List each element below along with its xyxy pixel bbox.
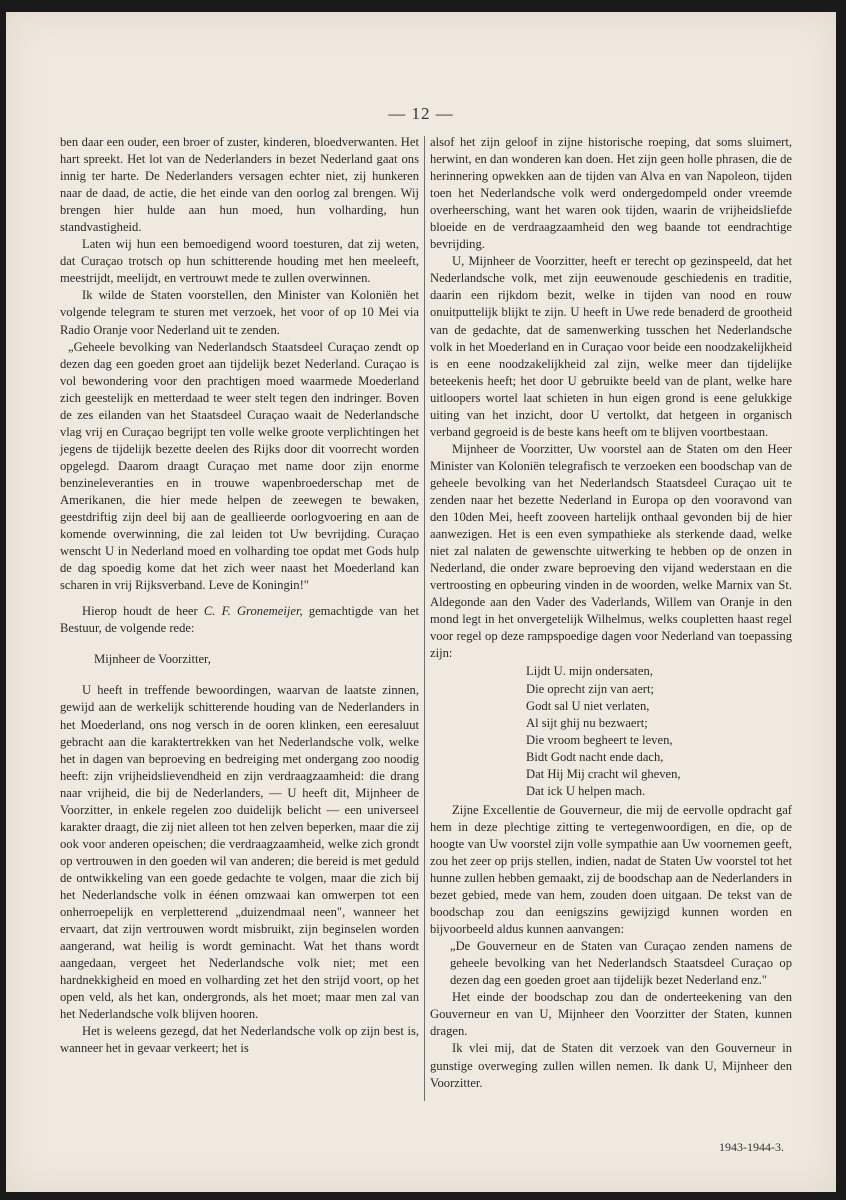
speaker-name: C. F. Gronemeijer,: [203, 604, 303, 619]
document-page: [6, 12, 836, 1192]
poem-line: Godt sal U niet verlaten,: [526, 698, 650, 713]
paragraph: ben daar een ouder, een broer of zuster, kinderen, bloedverwanten. Het hart spreekt. Het lot van de Nederlanders in bezet Nederland gaat ons innig ter harte. De Nederlanders versagen echter niet, zij hunkeren naar de daad, de actie, die het einde van den oorlog zal brengen. Wij brengen hier hulde aan hun moed, hun volharding, hun standvastigheid.: [60, 135, 419, 235]
paragraph: alsof het zijn geloof in zijne historische roeping, dat soms sluimert, herwint, en dan wonderen kan doen. Het zijn geen holle phrasen, die de herinnering opwekken aan de tijden van Alva en van Napoleon, tijden toen het Nederlandsche volk werd ondergedompeld onder vreemde overheersching, want het waren ook tijden, waarin de vrijheidsliefde bloeide en de verdraagzaamheid den weg baande tot eendrachtige bevrijding.: [430, 135, 792, 252]
poem-line: Lijdt U. mijn ondersaten,: [526, 664, 653, 679]
right-column: [430, 134, 792, 1092]
intro-text: Hierop houdt de heer: [82, 604, 204, 619]
poem-line: Die oprecht zijn van aert;: [526, 681, 654, 696]
paragraph: Laten wij hun een bemoedigend woord toesturen, dat zij weten, dat Curaçao trotsch op hun schitterende houding met hen meeleeft, meestrijdt, meelijdt, en vertrouwt mede te zullen overwinnen.: [60, 237, 419, 286]
message-quote: „De Gouverneur en de Staten van Curaçao zenden namens de geheele bevolking van het Nederlandsch Staatsdeel Curaçao op dezen dag een goeden groet aan tijdelijk bezet Nederland enz.": [450, 939, 792, 988]
paragraph: [60, 603, 419, 637]
intro-text-end: gemachtigde van het Bestuur, de volgende rede:: [60, 604, 420, 636]
poem-line: Al sijt ghij nu bezwaert;: [526, 715, 648, 730]
poem-line: Die vroom begheert te leven,: [526, 732, 673, 747]
paragraph: U, Mijnheer de Voorzitter, heeft er terecht op gezinspeeld, dat het Nederlandsche volk, met zijn eeuwenoude geschiedenis en traditie, daarin een rijkdom bezit, welke in tijden van nood en rouw onuitputtelijk blijkt te zijn. U heeft in Uwe rede benaderd de grootheid van de gedachte, dat de samenwerking tusschen het Nederlandsche volk in het Moederland en in Curaçao voor beide een noodzakelijkheid is en eene noodzakelijkheid zal zijn, welke meer dan tijdelijke beteekenis heeft; het door U gebruikte beeld van de plant, welke hare uitloopers wortel laat schieten in hun eigen grond is eene gelukkige uiting van het inzicht, door U vertolkt, dat hetgeen in organisch verband gegroeid is de beste kans heeft om te blijven voortbestaan.: [430, 254, 792, 439]
telegram-quote: „Geheele bevolking van Nederlandsch Staatsdeel Curaçao zendt op dezen dag een goeden groet aan tijdelijk bezet Nederland. Curaçao is vol bewondering voor den prachtigen moed waarmede Moederland zich geestelijk en metterdaad te weer stelt tegen den indringer. Boven de zes eilanden van het Staatsdeel Curaçao waait de Nederlandsche vlag vrij en Curaçao begrijpt ten volle welke groote verplichtingen het jegens de tijdelijk bezette deelen des Rijks door dit voorrecht worden opgelegd. Daarom draagt Curaçao met name door zijn enorme benzineleveranties en in trouwe wapenbroederschap met de Amerikanen, die hier mede helpen de zeewegen te bewaken, geestdriftig zijn deel bij aan de geallieerde oorlogvoering en aan de komende overwinning, die zal leiden tot Uw bevrijding. Curaçao wenscht U in Nederland moed en volharding toe opdat met Gods hulp de dag spoedig kome dat het zich weer naast het Moederland kan scharen in vrij Rijksverband. Leve de Koningin!": [60, 339, 419, 593]
poem-line: Dat ick U helpen mach.: [526, 783, 646, 798]
poem-line: Dat Hij Mij cracht wil gheven,: [526, 766, 681, 781]
paragraph: Mijnheer de Voorzitter, Uw voorstel aan de Staten om den Heer Minister van Koloniën telegrafisch te verzoeken een boodschap van de geheele bevolking van het Nederlandsch Staatsdeel Curaçao uit te zenden naar het bezette Nederland in Europa op den vooravond van den 10den Mei, heeft zooveen hartelijk onthaal gevonden bij de hier aanwezigen. Het is een even sympathieke als sterkende daad, welke niet zal nalaten de gewenschte uitwerking te hebben op de onzen in Nederland, die onder zware beproeving den vijand wederstaan en die vertroosting en opbeuring vinden in de woorden, welke Marnix van St. Aldegonde aan den Vader des Vaderlands, Willem van Oranje in den mond legt in het onvergetelijk Wilhelmus, welks coupletten haast regel voor regel op deze rampspoedige dagen voor Nederland van toepassing zijn:: [430, 441, 792, 661]
page-number: — 12 —: [388, 104, 454, 123]
salutation: Mijnheer de Voorzitter,: [94, 652, 211, 667]
paragraph: Ik wilde de Staten voorstellen, den Minister van Koloniën het volgende telegram te sturen met verzoek, het voor of op 10 Mei via Radio Oranje voor Nederland uit te zenden.: [60, 288, 419, 337]
wilhelmus-verse: [526, 663, 792, 799]
poem-line: Bidt Godt nacht ende dach,: [526, 749, 664, 764]
left-column: [60, 134, 419, 1057]
footer-code: 1943-1944-3.: [719, 1140, 784, 1154]
paragraph: U heeft in treffende bewoordingen, waarvan de laatste zinnen, gewijd aan de werkelijk schitterende houding van de Nederlanders in het Moederland, ons nog versch in de ooren klinken, een eeresaluut gebracht aan die karaktertrekken van het Nederlandsche volk, welke het in dagen van beproeving en bedreiging met ondergang zoo noodig heeft: zijn vrijheidslievendheid en zijn verdraagzaamheid: die drang naar vrijheid, die bij de Nederlanders, — U heeft dit, Mijnheer de Voorzitter, in enkele regelen zoo duidelijk belicht — een universeel karakter draagt, die zij niet alleen tot hen zelven beperken, maar die zij ook voor anderen opeischen; die verdraagzaamheid, welke zich grondt op vertrouwen in den goeden wil van anderen; die bereid is met geduld de ontwikkeling van een goede gedachte te volgen, maar die zich bij het Nederlandsche volk in éénen omzwaai kan omwerpen tot een onherroepelijk en verpletterend „duizendmaal neen", wanneer het ervaart, dat zijn vertrouwen wordt misbruikt, zijn beginselen worden aangerand, wat heilig is wordt geminacht. Wat het thans wordt aangedaan, vergeet het Nederlandsche volk niet; met een hardnekkigheid en moed en volharding zet het den strijd voort, op het open veld, als het kan, ondergronds, als het moet; maar men zal van het Nederlandsche volk blijven hooren.: [60, 683, 419, 1022]
paragraph: Ik vlei mij, dat de Staten dit verzoek van den Gouverneur in gunstige overweging zullen willen nemen. Ik dank U, Mijnheer den Voorzitter.: [430, 1041, 792, 1090]
paragraph: Het is weleens gezegd, dat het Nederlandsche volk op zijn best is, wanneer het in gevaar verkeert; het is: [60, 1024, 419, 1056]
paragraph: Het einde der boodschap zou dan de onderteekening van den Gouverneur en van U, Mijnheer den Voorzitter der Staten, kunnen dragen.: [430, 990, 792, 1039]
paragraph: Zijne Excellentie de Gouverneur, die mij de eervolle opdracht gaf hem in deze plechtige zitting te vertegenwoordigen, en die, op de hoogte van Uw voorstel zijn volle sympathie aan Uw voornemen geeft, zou het zeer op prijs stellen, indien, nadat de Staten Uw voorstel tot het hunne zullen hebben gemaakt, zij de boodschap aan de Nederlanders in bezet gebied, mede van hem, zouden doen uitgaan. De tekst van de boodschap zou dan eenigszins gewijzigd kunnen worden en bijvoorbeeld aldus kunnen aanvangen:: [430, 802, 792, 937]
column-divider: [424, 136, 425, 1101]
